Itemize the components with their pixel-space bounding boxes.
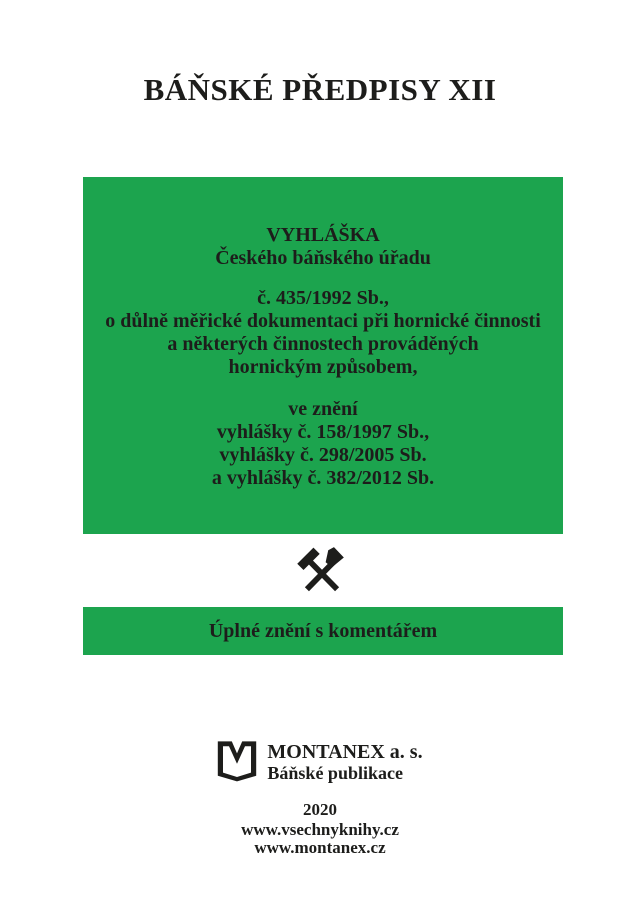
publisher-name: MONTANEX a. s. xyxy=(267,741,423,763)
publisher-block xyxy=(0,740,640,786)
page-title: BÁŇSKÉ PŘEDPISY XII xyxy=(143,72,497,107)
footer-block xyxy=(0,801,640,857)
amendment-line: vyhlášky č. 298/2005 Sb. xyxy=(219,444,427,466)
footer-url-vsechnyknihy: www.vsechnyknihy.cz xyxy=(241,820,399,839)
decree-heading-line: VYHLÁŠKA xyxy=(266,224,380,246)
footer-year: 2020 xyxy=(303,800,337,819)
decree-subject-line: hornickým způsobem, xyxy=(228,356,418,378)
amendment-line: a vyhlášky č. 382/2012 Sb. xyxy=(211,467,435,489)
amendment-line: ve znění xyxy=(288,398,358,420)
hammer-and-pick-icon xyxy=(296,546,348,594)
montanex-logo-icon xyxy=(217,740,257,786)
amendment-line: vyhlášky č. 158/1997 Sb., xyxy=(216,421,430,443)
decree-number-line: č. 435/1992 Sb., xyxy=(257,287,389,309)
publisher-subtitle: Báňské publikace xyxy=(267,763,403,783)
edition-banner xyxy=(83,607,563,655)
footer-url-montanex: www.montanex.cz xyxy=(254,838,386,857)
decree-subject-line: o důlně měřické dokumentaci při hornické činnosti xyxy=(105,310,541,332)
decree-subject-line: a některých činnostech prováděných xyxy=(167,333,479,355)
publisher-text xyxy=(267,742,422,784)
spacer xyxy=(83,379,563,398)
edition-banner-text: Úplné znění s komentářem xyxy=(208,619,438,642)
spacer xyxy=(83,270,563,287)
decree-panel xyxy=(83,177,563,534)
decree-heading-line: Českého báňského úřadu xyxy=(215,247,431,269)
